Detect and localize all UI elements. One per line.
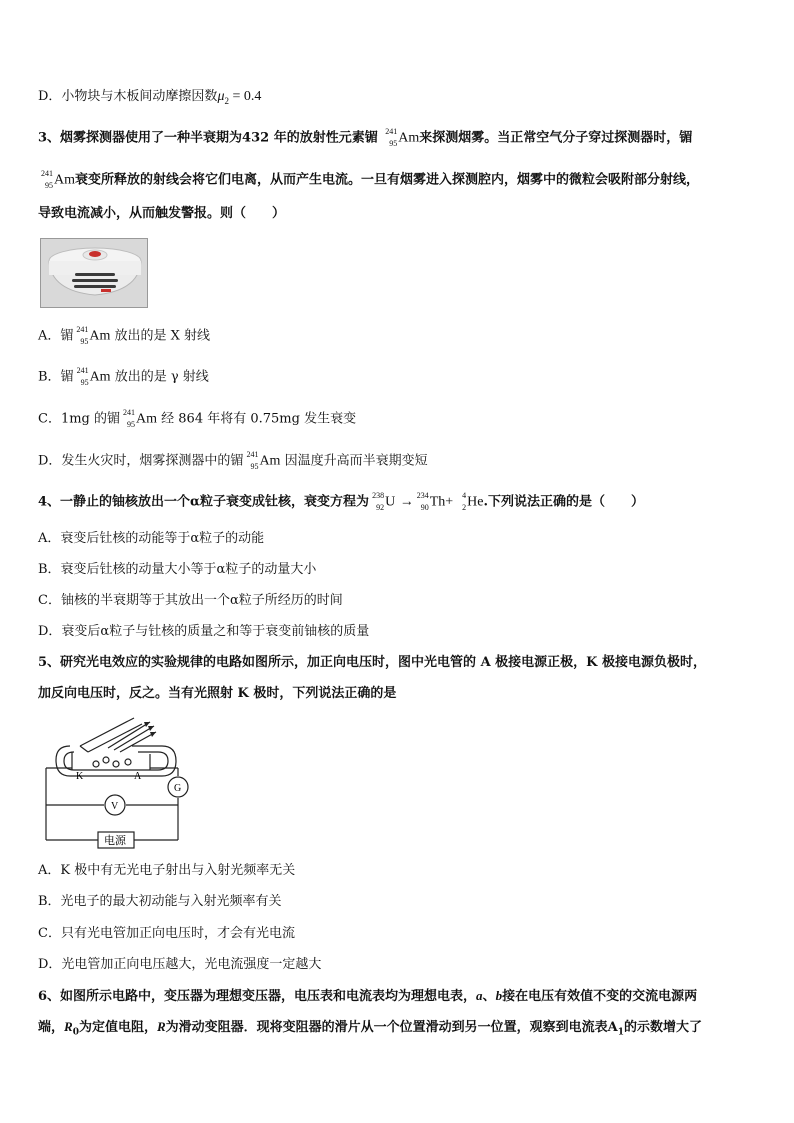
mu-symbol: $\mu_2$ [217,89,229,106]
q3-option-c: C．1mg 的镅 241 95 Am 经 864 年将有 0.75mg 发生衰变 [38,408,357,429]
q5-option-d: D．光电管加正向电压越大，光电流强度一定越大 [38,957,322,972]
am-isotope: 241 95 [76,366,89,387]
option-d-prev: D．小物块与木板间动摩擦因数$\mu_2 = 0.4$ [38,89,262,106]
he-isotope: 4 2 [462,491,467,512]
photoelectric-circuit-diagram [38,708,198,854]
q4-stem: 4、一静止的铀核放出一个α粒子衰变成钍核，衰变方程为 238 92 U → 234 90 Th+ 4 2 He.下列说法正确的是（ ） [38,491,645,512]
am-isotope: 241 95 [76,325,89,346]
q3-line1: 3、烟雾探测器使用了一种半衰期为432 年的放射性元素镅 241 95 Am来探测烟雾。当正常空气分子穿过探测器时，镅 [38,127,693,148]
q5-line1: 5、研究光电效应的实验规律的电路如图所示，加正向电压时，图中光电管的 A 极接电源正极，K 极接电源负极时， [38,655,707,670]
q3-option-a: A．镅 241 95 Am 放出的是 X 射线 [38,325,211,346]
q3-line3: 导致电流减小，从而触发警报。则（ ） [38,206,286,221]
smoke-detector-image [40,238,148,308]
q5-option-c: C．只有光电管加正向电压时，才会有光电流 [38,926,295,941]
q3-option-d: D．发生火灾时，烟雾探测器中的镅 241 95 Am 因温度升高而半衰期变短 [38,450,428,471]
voltmeter-label: V [111,801,119,812]
am-isotope: 241 95 [41,169,53,190]
q4-option-d: D．衰变后α粒子与钍核的质量之和等于衰变前铀核的质量 [38,624,370,639]
q5-line2: 加反向电压时，反之。当有光照射 K 极时，下列说法正确的是 [38,686,397,701]
a-label: A [134,771,142,782]
th-isotope: 234 90 [416,491,429,512]
q5-option-a: A．K 极中有无光电子射出与入射光频率无关 [38,863,296,878]
q6-line1: 6、如图所示电路中，变压器为理想变压器，电压表和电流表均为理想电表，a、b接在电压有效值不变的交流电源两 [38,988,698,1004]
q3-line2: 241 95 Am衰变所释放的射线会将它们电离，从而产生电流。一旦有烟雾进入探测腔内，烟雾中的微粒会吸附部分射线， [38,171,699,190]
am-isotope: 241 95 [385,127,398,148]
q5-option-b: B．光电子的最大初动能与入射光频率有关 [38,894,282,909]
am-isotope: 241 95 [123,408,135,429]
am-isotope: 241 95 [246,450,259,471]
q4-option-c: C．铀核的半衰期等于其放出一个α粒子所经历的时间 [38,593,343,608]
galvanometer-label: G [174,783,182,794]
q4-option-a: A．衰变后钍核的动能等于α粒子的动能 [38,531,265,546]
k-label: K [76,771,84,782]
q3-option-b: B．镅 241 95 Am 放出的是 γ 射线 [38,366,209,387]
q6-line2: 端，$R_0$为定值电阻，R为滑动变阻器．现将变阻器的滑片从一个位置滑动到另一位置，观察到电流表$A_1$的示数增大了 [38,1019,703,1038]
u-isotope: 238 92 [372,491,385,512]
q4-option-b: B．衰变后钍核的动量大小等于α粒子的动量大小 [38,562,317,577]
power-supply-label: 电源 [104,835,126,847]
